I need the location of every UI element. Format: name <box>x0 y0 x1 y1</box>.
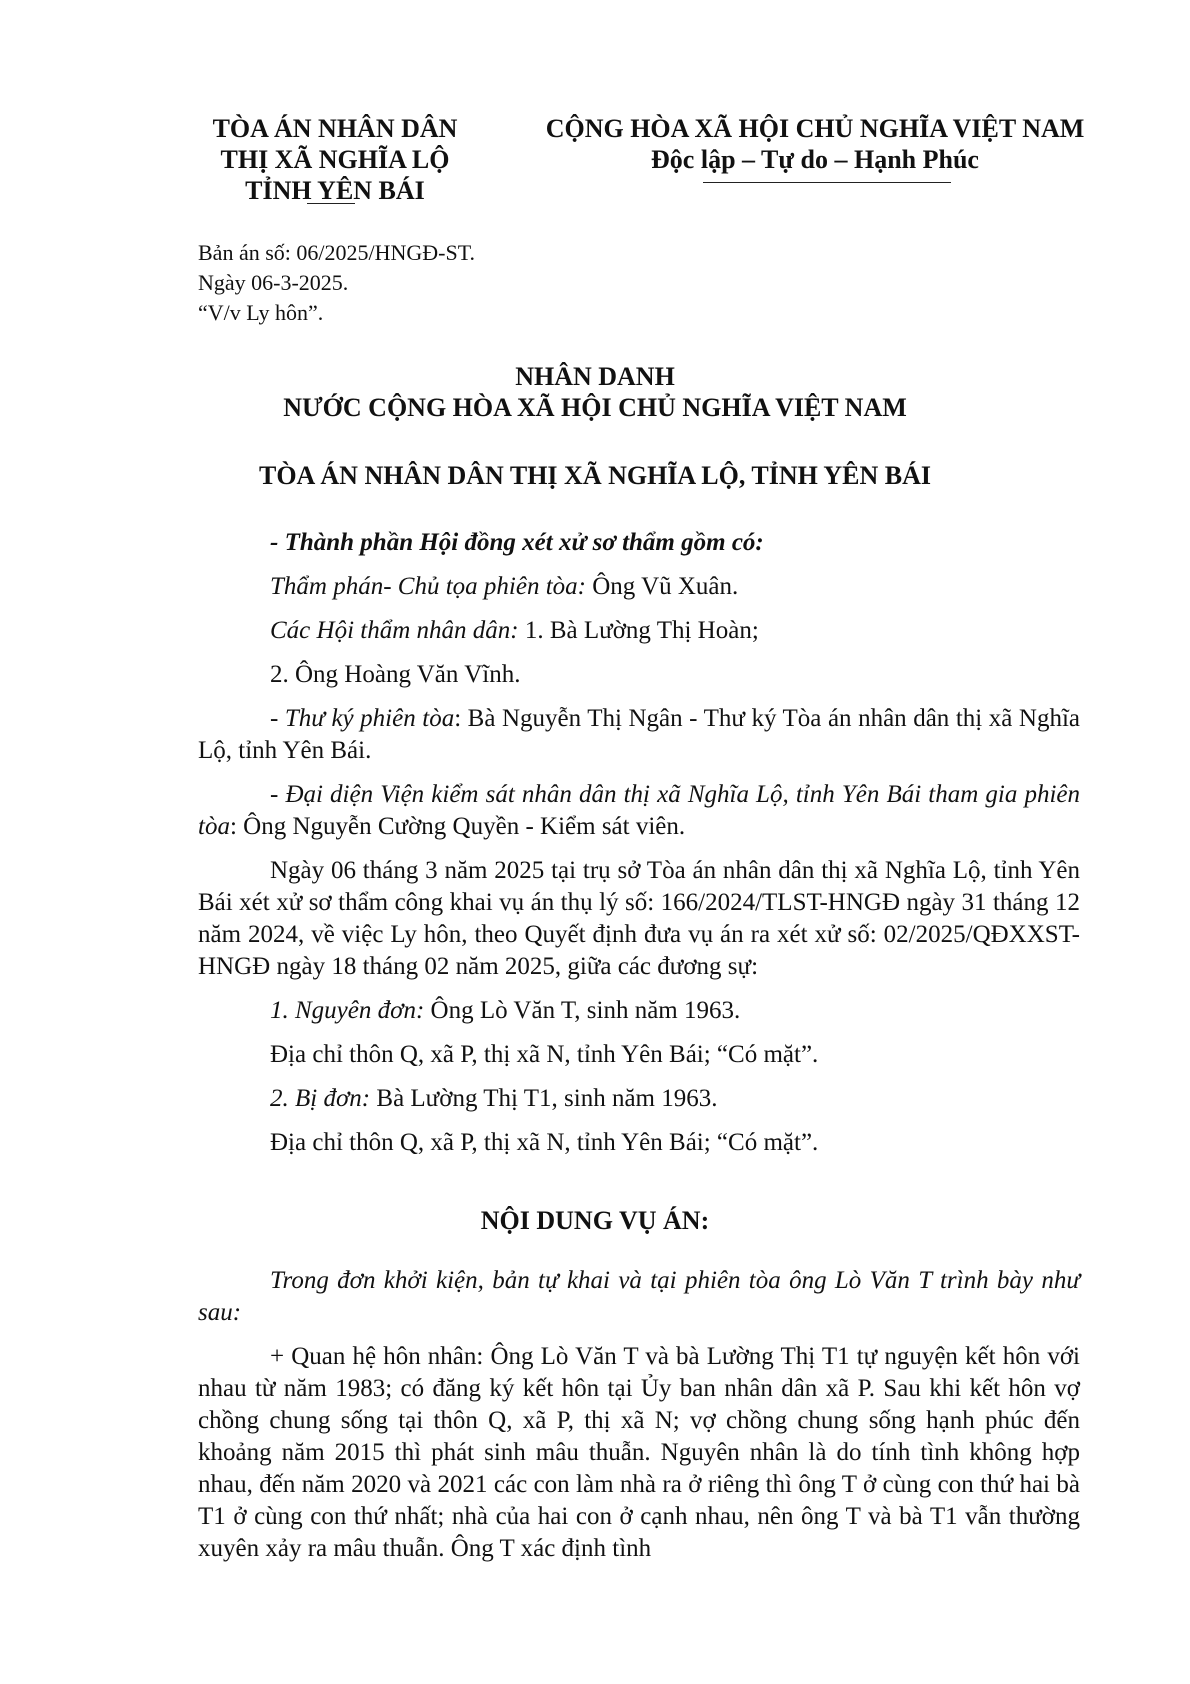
assessors-value: 1. Bà Lường Thị Hoàn; <box>518 617 759 644</box>
judge-label: Thẩm phán- Chủ tọa phiên tòa: <box>270 573 586 600</box>
assessors-label: Các Hội thẩm nhân dân: <box>270 617 519 644</box>
clerk-label: - Thư ký phiên tòa <box>270 705 455 732</box>
clerk-line <box>198 703 1080 767</box>
assessor-2-line: 2. Ông Hoàng Văn Vĩnh. <box>270 661 521 688</box>
case-subject: “V/v Ly hôn”. <box>198 300 324 325</box>
procuracy-value: : Ông Nguyễn Cường Quyền - Kiểm sát viên. <box>229 813 686 840</box>
motto-underline <box>703 182 951 183</box>
procuracy-label: - Đại diện Viện kiểm sát nhân dân thị xã Nghĩa Lộ, tỉnh Yên Bái tham gia phiên tòa <box>198 781 1080 840</box>
content-paragraph-1: + Quan hệ hôn nhân: Ông Lò Văn T và bà Lường Thị T1 tự nguyện kết hôn với nhau từ năm 1983; có đăng ký kết hôn tại Ủy ban nhân dân xã P. Sau khi kết hôn vợ chồng chung sống tại thôn Q, xã P, thị xã N; vợ chồng chung sống hạnh phúc đến khoảng năm 2015 thì phát sinh mâu thuẫn. Nguyên nhân là do tính tình không hợp nhau, đến năm 2020 và 2021 các con làm nhà ra ở riêng thì ông T ở cùng con thứ hai bà T1 ở cùng con thứ nhất; nhà của hai con ở cạnh nhau, nên ông T và bà T1 vẫn thường xuyên xảy ra mâu thuẫn. Ông T xác định tình <box>198 1343 1080 1562</box>
defendant-line <box>198 1083 1080 1115</box>
clerk-value: : Bà Nguyễn Thị Ngân - Thư ký Tòa án nhân dân thị xã Nghĩa Lộ, tỉnh Yên Bái. <box>198 705 1081 764</box>
defendant-address: Địa chỉ thôn Q, xã P, thị xã N, tỉnh Yên Bái; “Có mặt”. <box>270 1129 819 1156</box>
plaintiff-value: Ông Lò Văn T, sinh năm 1963. <box>424 997 741 1024</box>
nhan-danh-title: NHÂN DANH <box>515 362 675 391</box>
nation-motto: Độc lập – Tự do – Hạnh Phúc <box>651 145 979 174</box>
hearing-paragraph: Ngày 06 tháng 3 năm 2025 tại trụ sở Tòa án nhân dân thị xã Nghĩa Lộ, tỉnh Yên Bái xét xử sơ thẩm công khai vụ án thụ lý số: 166/2024/TLST-HNGĐ ngày 31 tháng 12 năm 2024, về việc Ly hôn, theo Quyết định đưa vụ án ra xét xử số: 02/2025/QĐXXST-HNGĐ ngày 18 tháng 02 năm 2025, giữa các đương sự: <box>198 857 1080 980</box>
plaintiff-line <box>198 995 1080 1027</box>
defendant-label: 2. Bị đơn: <box>270 1085 371 1112</box>
plaintiff-address: Địa chỉ thôn Q, xã P, thị xã N, tỉnh Yên Bái; “Có mặt”. <box>270 1041 819 1068</box>
case-meta <box>198 238 475 328</box>
judge-value: Ông Vũ Xuân. <box>585 573 739 600</box>
plaintiff-label: 1. Nguyên đơn: <box>270 997 425 1024</box>
procuracy-line <box>198 779 1080 843</box>
court-full-title: TÒA ÁN NHÂN DÂN THỊ XÃ NGHĨA LỘ, TỈNH YÊN BÁI <box>258 461 931 490</box>
assessors-line <box>198 615 1080 647</box>
court-name-line-2: THỊ XÃ NGHĨA LỘ <box>220 145 450 174</box>
case-number: Bản án số: 06/2025/HNGĐ-ST. <box>198 240 476 265</box>
nation-title: CỘNG HÒA XÃ HỘI CHỦ NGHĨA VIỆT NAM <box>545 114 1085 143</box>
content-heading: NỘI DUNG VỤ ÁN: <box>480 1206 710 1235</box>
panel-heading: - Thành phần Hội đồng xét xử sơ thẩm gồm có: <box>270 529 764 556</box>
judge-line <box>198 571 1080 603</box>
country-title: NƯỚC CỘNG HÒA XÃ HỘI CHỦ NGHĨA VIỆT NAM <box>283 393 907 422</box>
content-intro: Trong đơn khởi kiện, bản tự khai và tại phiên tòa ông Lò Văn T trình bày như sau: <box>198 1267 1080 1326</box>
panel-section <box>198 527 1080 1159</box>
court-name-line-3: TỈNH YÊN BÁI <box>245 176 425 205</box>
content-section <box>198 1265 1080 1565</box>
court-name-line-1: TÒA ÁN NHÂN DÂN <box>212 114 458 143</box>
nation-header <box>535 113 1095 175</box>
court-underline <box>307 203 355 204</box>
case-date: Ngày 06-3-2025. <box>198 270 349 295</box>
defendant-value: Bà Lường Thị T1, sinh năm 1963. <box>370 1085 718 1112</box>
court-header <box>190 113 480 206</box>
